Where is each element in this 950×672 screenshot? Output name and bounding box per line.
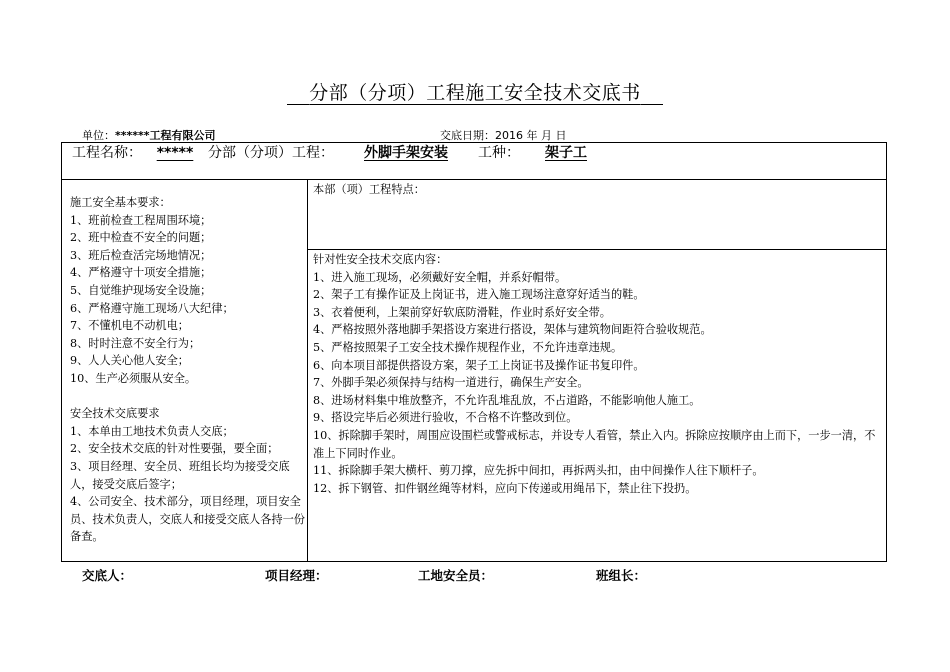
unit-line [82, 127, 216, 143]
subproject-value: 外脚手架安装 [364, 145, 448, 161]
safety-officer-signature-label: 工地安全员： [418, 568, 494, 583]
safety-content-item: 5、严格按照架子工安全技术操作规程作业，不允许违章违规。 [313, 340, 623, 354]
safety-content-item: 8、进场材料集中堆放整齐，不允许乱堆乱放，不占道路，不能影响他人施工。 [313, 393, 701, 407]
basic-requirement-item: 8、时时注意不安全行为； [70, 336, 201, 350]
basic-requirement-item: 7、不懂机电不动机电； [70, 319, 189, 333]
document-title [0, 78, 950, 105]
team-leader-signature-label: 班组长： [596, 568, 647, 583]
table-divider-right [307, 249, 887, 250]
safety-content-item: 4、严格按照外落地脚手架搭设方案进行搭设，架体与建筑物间距符合验收规范。 [313, 323, 712, 337]
basic-requirement-item: 10、生产必须服从安全。 [70, 371, 197, 385]
project-name-value: ***** [156, 145, 194, 161]
section-spacer [70, 388, 306, 406]
safety-content-item: 12、拆下钢管、扣件钢丝绳等材料，应向下传递或用绳吊下，禁止往下投扔。 [313, 481, 697, 495]
disclosure-requirement-item: 4、公司安全、技术部分，项目经理，项目安全员、技术负责人，交底人和接受交底人各持一份备查。 [70, 495, 305, 544]
right-content-column [313, 251, 883, 497]
safety-content-heading: 针对性安全技术交底内容： [313, 253, 448, 266]
safety-content-item: 9、搭设完毕后必须进行验收，不合格不许整改到位。 [313, 411, 578, 425]
left-requirements-column [70, 194, 306, 546]
unit-label: 单位： [82, 129, 115, 142]
table-divider-header [61, 179, 887, 180]
safety-content-item: 6、向本项目部提供搭设方案，架子工上岗证书及操作证书复印件。 [313, 358, 645, 372]
basic-requirements-heading: 施工安全基本要求： [70, 196, 171, 209]
basic-requirement-item: 3、班后检查活完场地情况； [70, 248, 212, 262]
basic-requirement-item: 9、人人关心他人安全； [70, 354, 189, 368]
trade-label: 工种： [478, 145, 520, 161]
safety-content-item: 10、拆除脚手架时，周围应设围栏或警戒标志，并设专人看管，禁止入内。拆除应按顺序由上而下，一步一清，不准上下同时作业。 [313, 428, 876, 460]
project-name-label: 工程名称： [72, 145, 142, 161]
title-underline-right [641, 103, 663, 105]
safety-content-item: 2、架子工有操作证及上岗证书，进入施工现场注意穿好适当的鞋。 [313, 288, 645, 302]
basic-requirement-item: 2、班中检查不安全的问题； [70, 231, 212, 245]
table-divider-columns [307, 179, 308, 562]
disclosure-requirement-item: 3、项目经理、安全员、班组长均为接受交底人，接受交底后签字； [70, 459, 290, 491]
title-text: 分部（分项）工程施工安全技术交底书 [309, 82, 641, 104]
safety-content-item: 11、拆除脚手架大横杆、剪刀撑，应先拆中间扣，再拆两头扣，由中间操作人往下顺杆子。 [313, 464, 764, 478]
basic-requirement-item: 4、严格遵守十项安全措施； [70, 266, 212, 280]
disclosure-requirements-heading: 安全技术交底要求 [70, 407, 160, 421]
date-line [440, 127, 566, 143]
safety-content-item: 3、衣着便利，上架前穿好软底防滑鞋，作业时系好安全带。 [313, 305, 611, 319]
disclosure-requirement-item: 2、安全技术交底的针对性要强，要全面； [70, 442, 279, 456]
project-features-label: 本部（项）工程特点： [313, 183, 425, 196]
date-value: 2016 年 月 日 [495, 129, 567, 142]
basic-requirement-item: 6、严格遵守施工现场八大纪律； [70, 301, 234, 315]
safety-content-item: 1、进入施工现场，必须戴好安全帽，并系好帽带。 [313, 270, 567, 284]
title-underline-left [287, 103, 309, 105]
safety-content-item: 7、外脚手架必须保持与结构一道进行，确保生产安全。 [313, 376, 589, 390]
disclosure-requirement-item: 1、本单由工地技术负责人交底； [70, 424, 234, 438]
project-manager-signature-label: 项目经理： [265, 568, 328, 583]
project-info-row [72, 143, 612, 163]
unit-value: ******工程有限公司 [115, 129, 216, 142]
basic-requirement-item: 1、班前检查工程周围环境； [70, 213, 212, 227]
subproject-label: 分部（分项）工程： [208, 145, 334, 161]
date-label: 交底日期： [440, 129, 495, 142]
discloser-signature-label: 交底人： [82, 568, 133, 583]
trade-value: 架子工 [545, 145, 587, 161]
basic-requirement-item: 5、自觉维护现场安全设施； [70, 283, 212, 297]
